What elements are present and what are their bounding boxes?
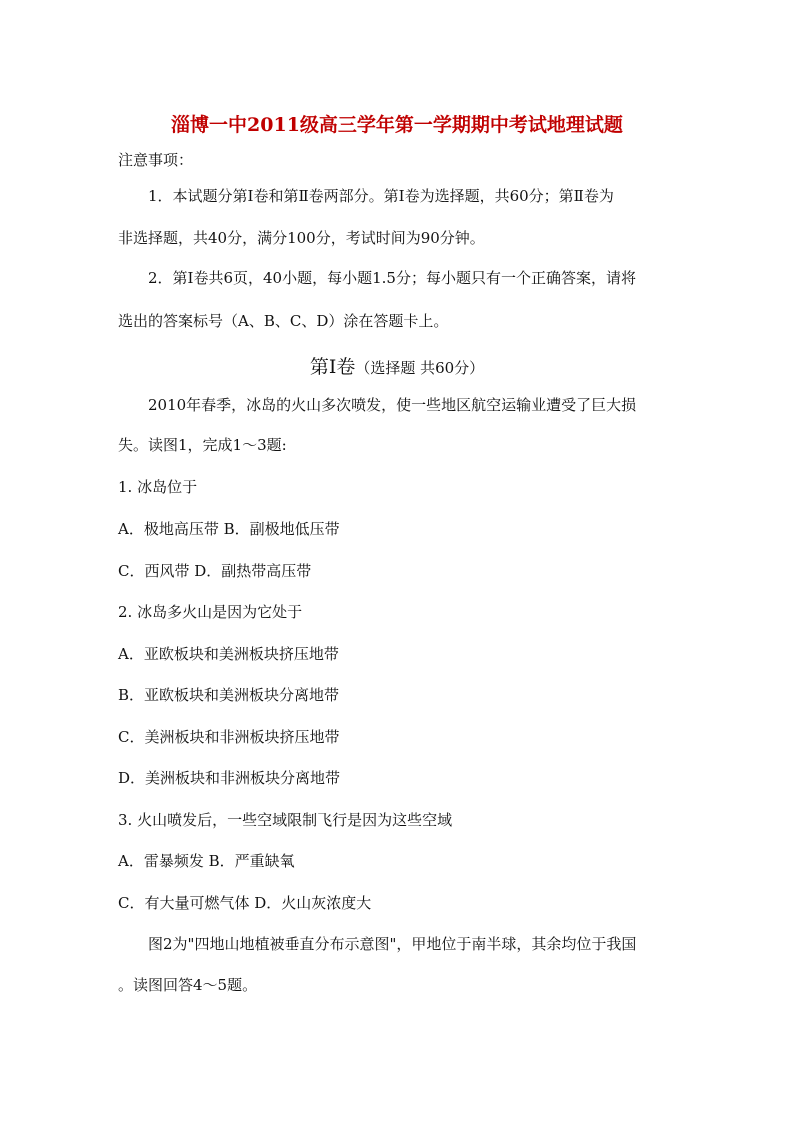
q2-option-c: C．美洲板块和非洲板块挤压地带 [118, 728, 340, 746]
q3-stem: 3. 火山喷发后，一些空域限制飞行是因为这些空域 [118, 811, 453, 829]
q3-options-ab: A．雷暴频发 B．严重缺氧 [118, 852, 295, 870]
part1-label: 第Ⅰ卷 [309, 356, 356, 378]
intro1-line2: 失。读图1，完成1～3题: [118, 436, 287, 454]
notice-item2-line2: 选出的答案标号（A、B、C、D）涂在答题卡上。 [118, 312, 449, 330]
intro1-line1: 2010年春季，冰岛的火山多次喷发，使一些地区航空运输业遭受了巨大损 [148, 396, 637, 414]
q3-options-cd: C．有大量可燃气体 D．火山灰浓度大 [118, 894, 372, 912]
q2-option-b: B．亚欧板块和美洲板块分离地带 [118, 686, 340, 704]
q2-option-a: A．亚欧板块和美洲板块挤压地带 [118, 645, 339, 663]
part1-heading [0, 352, 794, 379]
notice-item2-line1: 2．第Ⅰ卷共6页，40小题，每小题1.5分；每小题只有一个正确答案，请将 [148, 269, 636, 287]
q1-options-ab: A．极地高压带 B．副极地低压带 [118, 520, 340, 538]
part1-note: （选择题 共60分） [355, 359, 485, 377]
intro2-line2: 。读图回答4～5题。 [118, 976, 258, 994]
exam-title: 淄博一中2011级高三学年第一学期期中考试地理试题 [171, 114, 623, 136]
q2-option-d: D．美洲板块和非洲板块分离地带 [118, 769, 341, 787]
q1-options-cd: C．西风带 D．副热带高压带 [118, 562, 312, 580]
intro2-line1: 图2为"四地山地植被垂直分布示意图"，甲地位于南半球，其余均位于我国 [148, 935, 637, 953]
notice-item1-line2: 非选择题，共40分，满分100分，考试时间为90分钟。 [118, 229, 485, 247]
notice-heading: 注意事项： [118, 151, 194, 169]
q1-stem: 1. 冰岛位于 [118, 478, 198, 496]
notice-item1-line1: 1．本试题分第Ⅰ卷和第Ⅱ卷两部分。第Ⅰ卷为选择题，共60分；第Ⅱ卷为 [148, 187, 614, 205]
q2-stem: 2. 冰岛多火山是因为它处于 [118, 603, 303, 621]
